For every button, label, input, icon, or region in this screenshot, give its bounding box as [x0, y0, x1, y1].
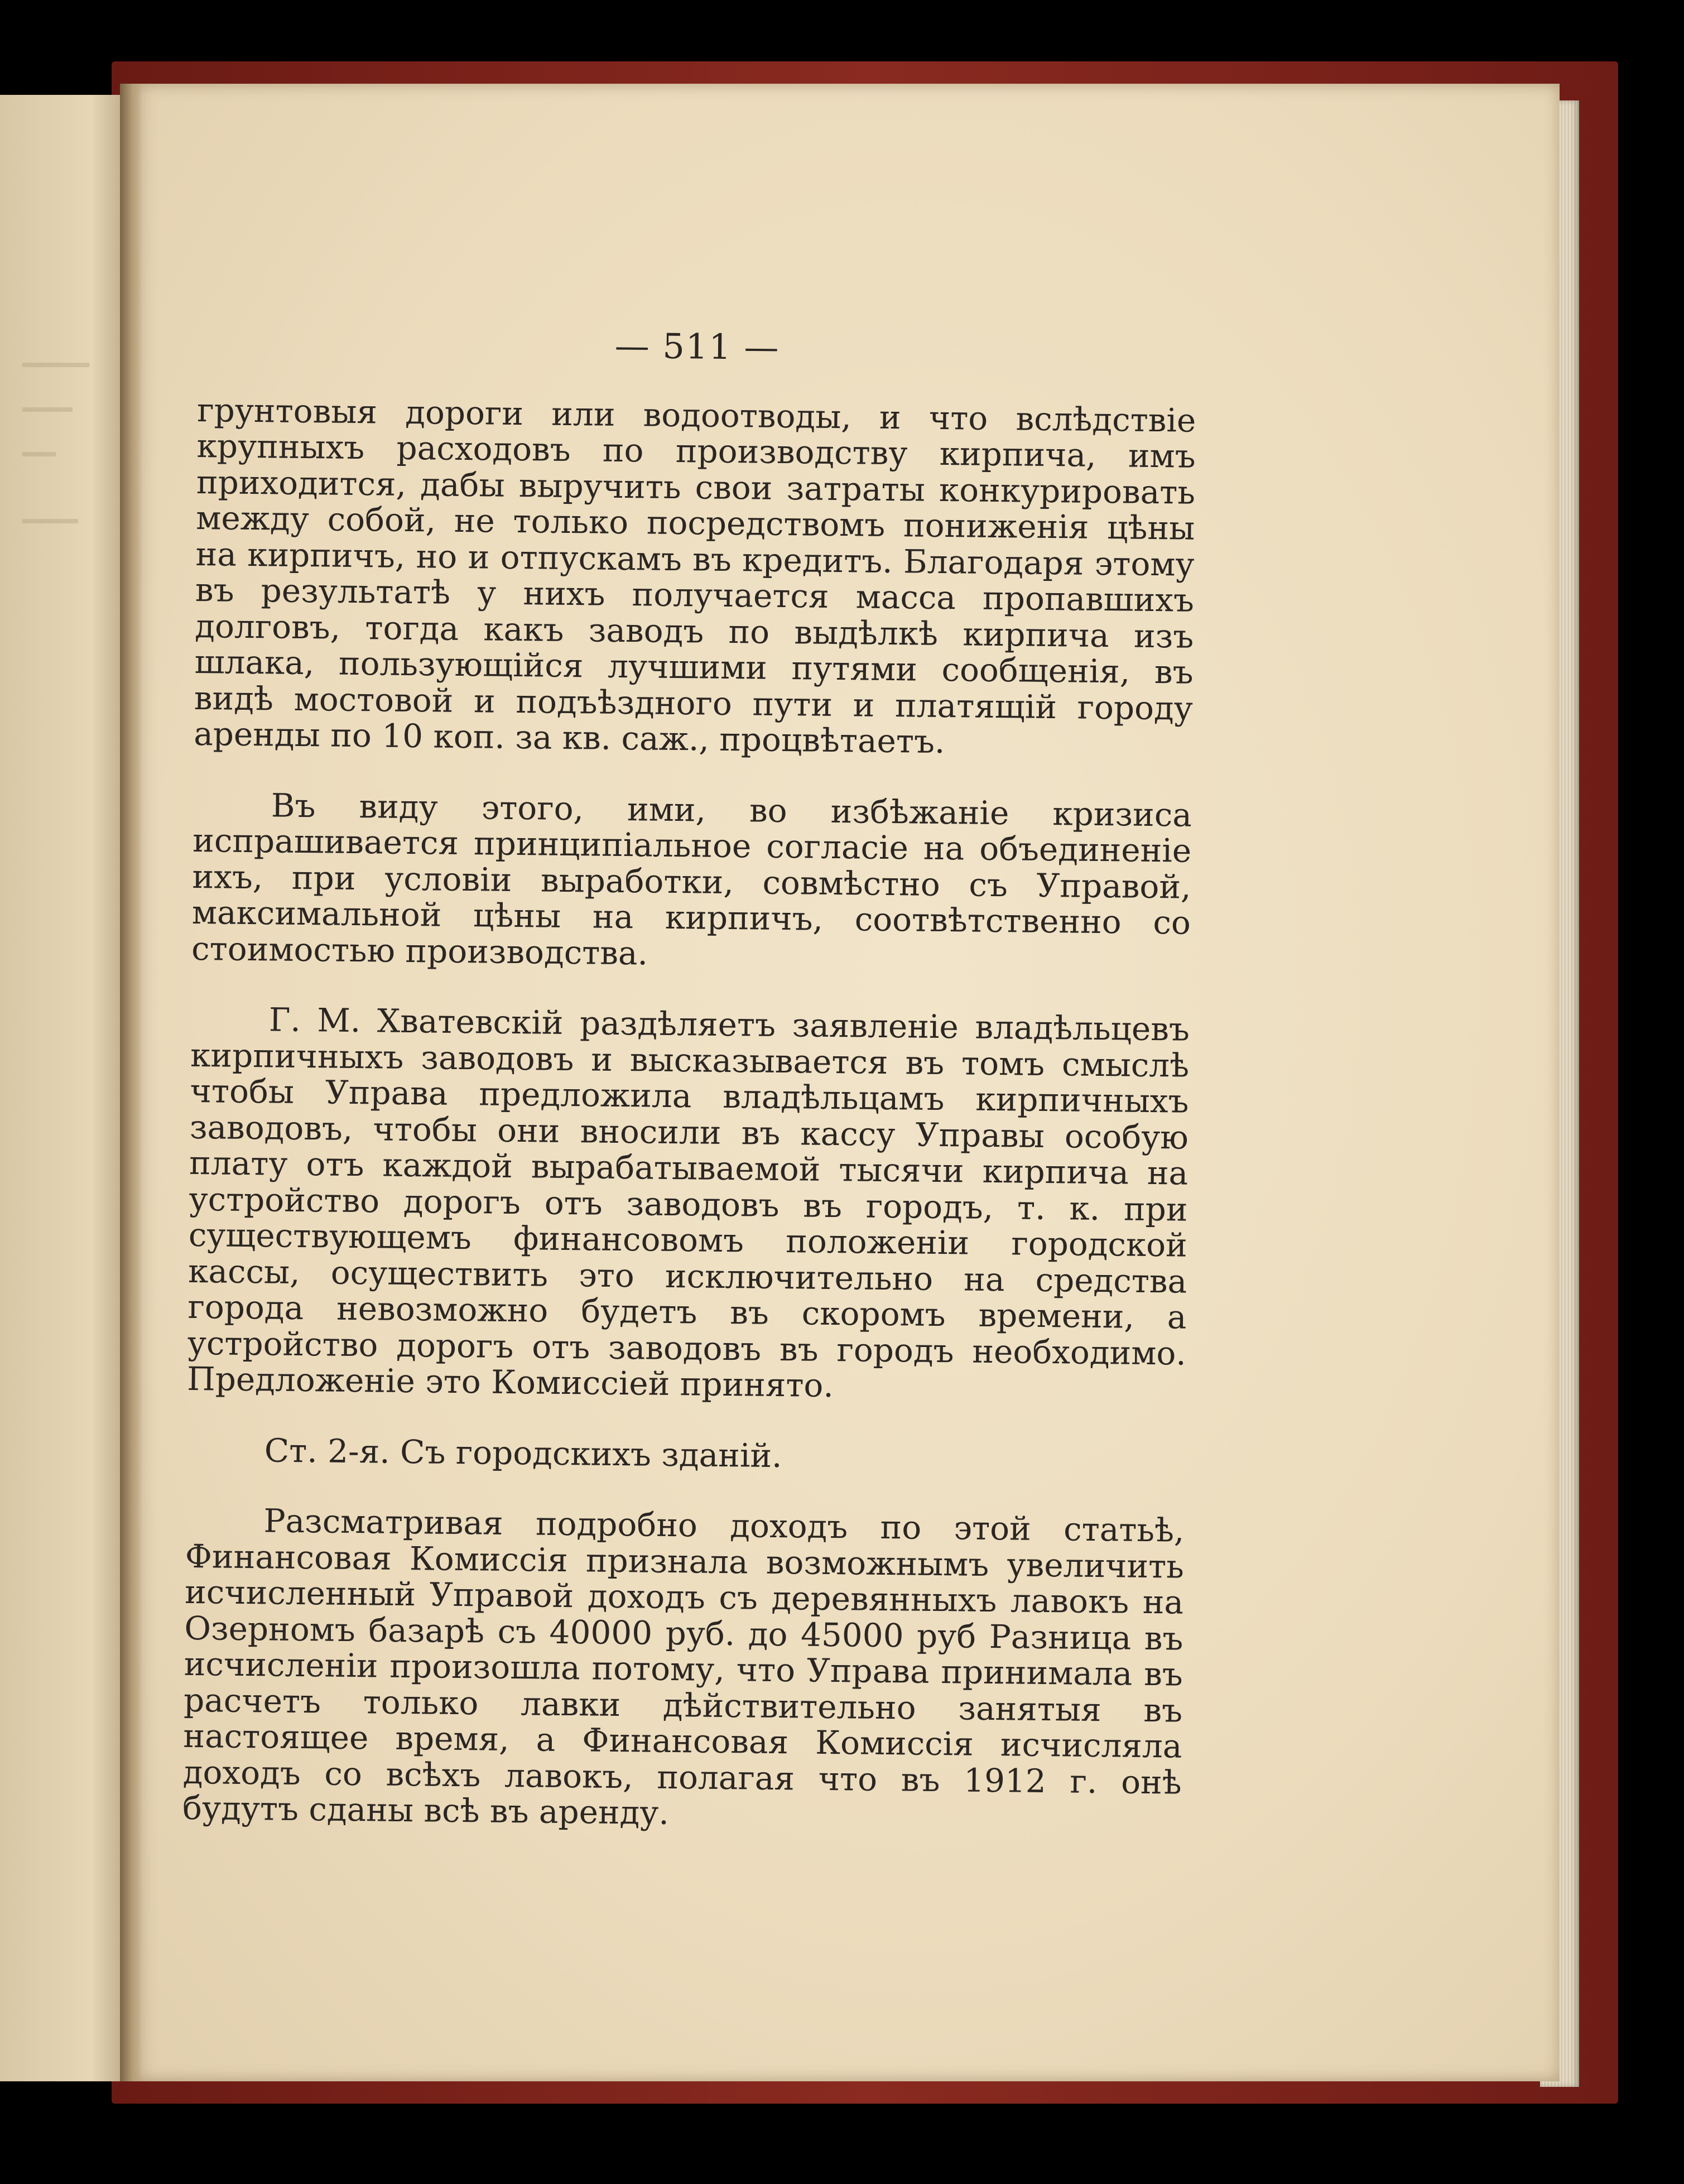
- bleed-through-mark: [22, 363, 89, 367]
- page-number: — 511 —: [614, 325, 780, 368]
- page-gutter: [120, 84, 142, 2081]
- bleed-through-mark: [22, 452, 56, 456]
- paragraph-3: Г. М. Хватевскій раздѣляетъ заявленіе владѣльцевъ кирпичныхъ заводовъ и высказывается въ томъ смыслѣ чтобы Управа предложила владѣльцамъ кирпичныхъ заводовъ, чтобы они вносили въ кассу Управы особую плату отъ каждой вырабатываемой тысячи кирпича на устройство дорогъ отъ заводовъ въ городъ, т. к. при существующемъ финансовомъ положеніи городской кассы, осуществить это исключительно на средства города невозможно будетъ въ скоромъ времени, а устройство дорогъ отъ заводовъ въ городъ необходимо. Предложеніе это Комиссіей принято.: [186, 1000, 1190, 1405]
- section-heading: Ст. 2-я. Съ городскихъ зданій.: [264, 1431, 782, 1475]
- paragraph-1: грунтовыя дороги или водоотводы, и что вслѣдствіе крупныхъ расходовъ по производству кирпича, имъ приходится, дабы выручить свои затраты конкурировать между собой, не только посредствомъ пониженія цѣны на кирпичъ, но и отпускамъ въ кредитъ. Благодаря этому въ результатѣ у нихъ получается масса пропавшихъ долговъ, тогда какъ заводъ по выдѣлкѣ кирпича изъ шлака, пользующійся лучшими путями сообщенія, въ видѣ мостовой и подъѣздного пути и платящій городу аренды по 10 коп. за кв. саж., процвѣтаетъ.: [193, 391, 1196, 761]
- paragraph-4: Разсматривая подробно доходъ по этой статьѣ, Финансовая Комиссія признала возможнымъ увеличить исчисленный Управой доходъ съ деревянныхъ лавокъ на Озерномъ базарѣ съ 40000 руб. до 45000 руб Разница въ исчисленіи произошла потому, что Управа принимала въ расчетъ только лавки дѣйствительно занятыя въ настоящее время, а Финансовая Комиссія исчисляла доходъ со всѣхъ лавокъ, полагая что въ 1912 г. онѣ будутъ сданы всѣ въ аренду.: [182, 1502, 1185, 1832]
- paragraph-2: Въ виду этого, ими, во избѣжаніе кризиса испрашивается принципіальное согласіе на объединеніе ихъ, при условіи выработки, совмѣстно съ Управой, максимальной цѣны на кирпичъ, соотвѣтственно со стоимостью производства.: [191, 786, 1192, 973]
- page-text: [182, 324, 1197, 1871]
- bleed-through-mark: [22, 407, 73, 412]
- bleed-through-mark: [22, 519, 78, 523]
- left-page-fragment: [0, 95, 131, 2081]
